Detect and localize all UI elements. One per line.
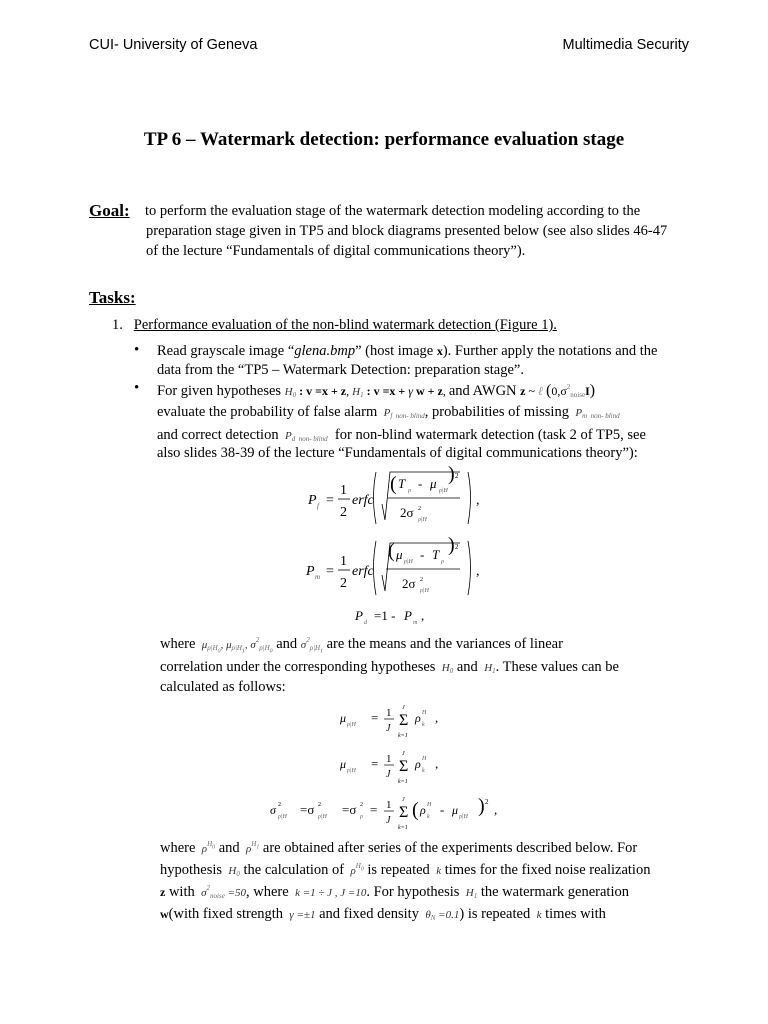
- rho-h0-symbol-2: $\rho^{H_0}$: [347, 862, 364, 877]
- svg-text:1: 1: [386, 753, 392, 765]
- formula-variance: [268, 790, 508, 834]
- header-right: Multimedia Security: [562, 37, 689, 53]
- bullet-1-filename: glena.bmp: [294, 343, 356, 359]
- where-2-text-i: , where: [246, 884, 289, 900]
- bullet-1-marker: •: [134, 342, 140, 358]
- svg-text:=: =: [370, 802, 378, 817]
- svg-text:H: H: [422, 710, 427, 716]
- svg-text:): ): [478, 795, 485, 817]
- svg-text:μ: μ: [396, 547, 403, 562]
- k-range-math: k =1 ÷ J , J =10: [292, 887, 367, 899]
- bullet-2-text-c: evaluate the probability of false alarm: [157, 404, 378, 420]
- svg-text:ρ: ρ: [415, 711, 421, 725]
- svg-text:P: P: [308, 493, 317, 508]
- header-left: CUI- University of Geneva: [89, 37, 258, 53]
- bullet-1-line-1: [157, 343, 657, 360]
- svg-text:): ): [448, 463, 455, 485]
- svg-text:2: 2: [340, 505, 347, 520]
- svg-text:J: J: [386, 723, 391, 734]
- svg-text:=: =: [326, 493, 334, 508]
- svg-text:2: 2: [455, 543, 459, 551]
- where-1-line-2: [160, 659, 619, 676]
- formula-pd: [350, 604, 450, 626]
- bullet-2-text-e: and correct detection: [157, 427, 279, 443]
- pm-math: $P_{m non- blind}$: [572, 407, 620, 420]
- svg-text:,: ,: [435, 710, 439, 725]
- where-1-line-1: [160, 636, 563, 654]
- svg-text:=: =: [371, 756, 379, 771]
- pf-math: $P_{f non- blind}$: [380, 407, 425, 420]
- svg-text:-: -: [440, 802, 445, 817]
- theta-math: $\theta_N =0.1$: [422, 909, 460, 922]
- svg-text:-: -: [420, 547, 425, 562]
- task-1-text: Performance evaluation of the non-blind watermark detection (Figure 1).: [133, 317, 557, 333]
- svg-text:(: (: [390, 473, 397, 495]
- goal-line-2: preparation stage given in TP5 and block diagrams presented below (see also slides 46-47: [146, 223, 668, 239]
- task-1-number: 1.: [112, 317, 123, 333]
- svg-text:Σ: Σ: [399, 712, 409, 729]
- bullet-2-line-3: [157, 427, 646, 444]
- bullet-1-text-a: Read grayscale image “: [157, 343, 295, 359]
- svg-text:2: 2: [418, 506, 421, 512]
- formula-mean-h1: [335, 746, 455, 788]
- svg-text:1: 1: [386, 799, 392, 811]
- svg-text:,: ,: [494, 802, 498, 817]
- svg-text:=σ: =σ: [300, 802, 315, 817]
- where-2-text-d: hypothesis: [160, 862, 223, 878]
- bullet-2-text-b: and AWGN: [448, 383, 517, 399]
- svg-text:ρ: ρ: [408, 488, 411, 494]
- where-1-text-a: where: [160, 636, 196, 652]
- pd-math: $P_{d non- blind}$: [282, 430, 328, 443]
- svg-text:σ: σ: [270, 803, 276, 817]
- bullet-2-line-4: also slides 38-39 of the lecture “Fundamentals of digital communications theory”):: [157, 445, 638, 461]
- svg-text:k=1: k=1: [398, 825, 408, 831]
- bullet-1-text-c: ). Further apply the notations and the: [442, 343, 658, 359]
- where-2-text-m: and fixed density: [319, 906, 419, 922]
- svg-text:2: 2: [340, 576, 347, 591]
- svg-text:2: 2: [455, 472, 459, 480]
- svg-text:J: J: [386, 815, 391, 826]
- svg-text:Σ: Σ: [399, 758, 409, 775]
- bullet-2-line-1: For given hypotheses $H_0$ : v =x + z, $H_1$ : v =x + γ w + z, and AWGN z ~ ℓ $(0,\sigma^2_{noise}I)$: [157, 382, 596, 399]
- svg-text:μ: μ: [452, 803, 459, 817]
- mu-sigma-math-1: $\mu_{\rho|H_0}$, $\mu_{\rho|H_1}$, $\sigma^2_{\rho|H_0}$: [199, 636, 273, 655]
- where-2-line-1: [160, 840, 637, 857]
- sigma-math-2: $\sigma^2_{\rho|H_1}$: [300, 636, 323, 655]
- svg-text:2: 2: [485, 798, 489, 806]
- where-2-text-h: with: [168, 884, 195, 900]
- formula-pf: [300, 462, 500, 532]
- awgn-math: z ~ ℓ $(0,\sigma^2_{noise}I)$: [520, 382, 596, 399]
- goal-line-1: to perform the evaluation stage of the watermark detection modeling according to the: [145, 203, 641, 219]
- svg-text:2: 2: [360, 802, 363, 808]
- svg-text:m: m: [413, 620, 418, 626]
- svg-text:,: ,: [435, 756, 439, 771]
- where-2-text-a: where: [160, 840, 196, 856]
- where-2-text-c: are obtained after series of the experiments described below. For: [262, 840, 638, 856]
- h0-symbol-2: $H_0$: [225, 865, 240, 878]
- svg-text:P: P: [404, 608, 412, 623]
- where-2-text-l: (with fixed strength: [168, 906, 284, 922]
- svg-text:=1 -: =1 -: [374, 608, 396, 623]
- svg-text:ρ: ρ: [360, 814, 363, 820]
- svg-text:k: k: [422, 768, 425, 774]
- svg-text:f: f: [317, 502, 319, 510]
- bullet-2-line-2: [157, 404, 620, 421]
- svg-text:2σ: 2σ: [402, 576, 416, 591]
- svg-text:k: k: [427, 814, 430, 820]
- svg-text:ρ|H: ρ|H: [418, 517, 427, 523]
- watermark-symbol: w: [160, 907, 169, 921]
- svg-text:,: ,: [476, 564, 480, 579]
- formula-mean-h0: [335, 700, 455, 742]
- where-1-line-3: calculated as follows:: [160, 679, 286, 695]
- where-1-text-f: . These values can be: [495, 659, 619, 675]
- bullet-1-text-b: ” (host image: [355, 343, 437, 359]
- bullet-2-text-d: , probabilities of missing: [424, 404, 569, 420]
- svg-text:ρ: ρ: [420, 803, 426, 817]
- bullet-1-host-symbol: x: [436, 344, 443, 358]
- svg-text:J: J: [402, 751, 405, 757]
- h1-symbol-2: $H_1$: [463, 887, 478, 900]
- svg-text:1: 1: [340, 483, 347, 498]
- svg-text:ρ|H: ρ|H: [318, 814, 327, 820]
- svg-text:μ: μ: [340, 711, 347, 725]
- h0-symbol: $H_0$: [439, 662, 454, 675]
- where-2-text-j: . For hypothesis: [366, 884, 460, 900]
- sigma-noise-math: $\sigma^2_{noise} =50$: [198, 884, 247, 900]
- bullet-2-marker: •: [134, 380, 140, 396]
- svg-text:1: 1: [340, 554, 347, 569]
- svg-text:1: 1: [386, 707, 392, 719]
- svg-text:2: 2: [278, 802, 281, 808]
- svg-text:ρ|H: ρ|H: [347, 768, 356, 774]
- where-2-text-k: the watermark generation: [480, 884, 629, 900]
- svg-text:m: m: [315, 573, 321, 581]
- gamma-math: γ =±1: [286, 909, 316, 921]
- svg-text:k: k: [422, 722, 425, 728]
- svg-text:k=1: k=1: [398, 779, 408, 785]
- where-1-text-c: are the means and the variances of linear: [326, 636, 563, 652]
- k-symbol: k: [433, 865, 442, 877]
- where-2-text-n: ) is repeated: [459, 906, 531, 922]
- svg-text:P: P: [355, 608, 363, 623]
- svg-text:-: -: [418, 476, 423, 491]
- k-symbol-2: k: [533, 909, 542, 921]
- svg-text:=: =: [326, 564, 334, 579]
- svg-text:H: H: [422, 756, 427, 762]
- svg-text:erfc: erfc: [352, 564, 374, 579]
- goal-line-3: of the lecture “Fundamentals of digital communications theory”).: [146, 243, 526, 259]
- svg-text:k=1: k=1: [398, 733, 408, 739]
- svg-text:J: J: [386, 769, 391, 780]
- svg-text:(: (: [412, 799, 419, 821]
- where-1-text-b: and: [276, 636, 298, 652]
- where-1-text-d: correlation under the corresponding hypotheses: [160, 659, 436, 675]
- rho-h1-symbol: $\rho^{H_1}$: [243, 840, 260, 855]
- rho-h0-symbol: $\rho^{H_0}$: [199, 840, 216, 855]
- svg-text:μ: μ: [340, 757, 347, 771]
- tasks-label: Tasks:: [89, 288, 136, 307]
- where-1-text-e: and: [456, 659, 478, 675]
- task-1-heading: [112, 317, 557, 334]
- svg-text:(: (: [388, 540, 395, 562]
- where-2-line-2: [160, 862, 650, 879]
- svg-text:ρ|H: ρ|H: [278, 814, 287, 820]
- svg-text:T: T: [398, 476, 406, 491]
- where-2-line-3: [160, 884, 629, 901]
- where-2-text-o: times with: [545, 906, 606, 922]
- svg-text:Σ: Σ: [399, 804, 409, 821]
- formula-pm: [298, 533, 498, 603]
- bullet-2-text-a: For given hypotheses: [157, 383, 282, 399]
- h1-symbol: $H_1$: [481, 662, 496, 675]
- svg-text:,: ,: [476, 493, 480, 508]
- svg-text:,: ,: [421, 608, 425, 623]
- noise-symbol: z: [160, 885, 166, 899]
- svg-text:): ): [448, 534, 455, 556]
- svg-text:ρ|H: ρ|H: [439, 488, 448, 494]
- where-2-text-b: and: [218, 840, 240, 856]
- svg-text:J: J: [402, 705, 405, 711]
- bullet-1-line-2: data from the “TP5 – Watermark Detection: preparation stage”.: [157, 362, 524, 378]
- svg-text:μ: μ: [430, 476, 437, 491]
- page-title: TP 6 – Watermark detection: performance evaluation stage: [143, 129, 625, 150]
- goal-label: Goal:: [89, 201, 130, 220]
- where-2-line-4: [160, 906, 606, 923]
- where-2-text-e: the calculation of: [243, 862, 345, 878]
- svg-text:=: =: [371, 710, 379, 725]
- where-2-text-f: is repeated: [367, 862, 430, 878]
- svg-text:ρ: ρ: [415, 757, 421, 771]
- svg-text:d: d: [364, 620, 367, 626]
- svg-text:erfc: erfc: [352, 493, 374, 508]
- bullet-2-text-f: for non-blind watermark detection (task 2 of TP5, see: [334, 427, 646, 443]
- svg-text:2σ: 2σ: [400, 505, 414, 520]
- svg-text:P: P: [306, 564, 315, 579]
- svg-text:2: 2: [318, 802, 321, 808]
- svg-text:=σ: =σ: [342, 802, 357, 817]
- svg-text:ρ|H: ρ|H: [404, 559, 413, 565]
- svg-text:2: 2: [420, 577, 423, 583]
- svg-text:ρ|H: ρ|H: [459, 814, 468, 820]
- where-2-text-g: times for the fixed noise realization: [444, 862, 651, 878]
- svg-text:ρ: ρ: [441, 559, 444, 565]
- svg-text:ρ|H: ρ|H: [347, 722, 356, 728]
- svg-text:T: T: [432, 547, 440, 562]
- svg-text:ρ|H: ρ|H: [420, 588, 429, 594]
- svg-text:H: H: [427, 802, 432, 808]
- hypotheses-math: $H_0$: [284, 386, 297, 399]
- svg-text:J: J: [402, 797, 405, 803]
